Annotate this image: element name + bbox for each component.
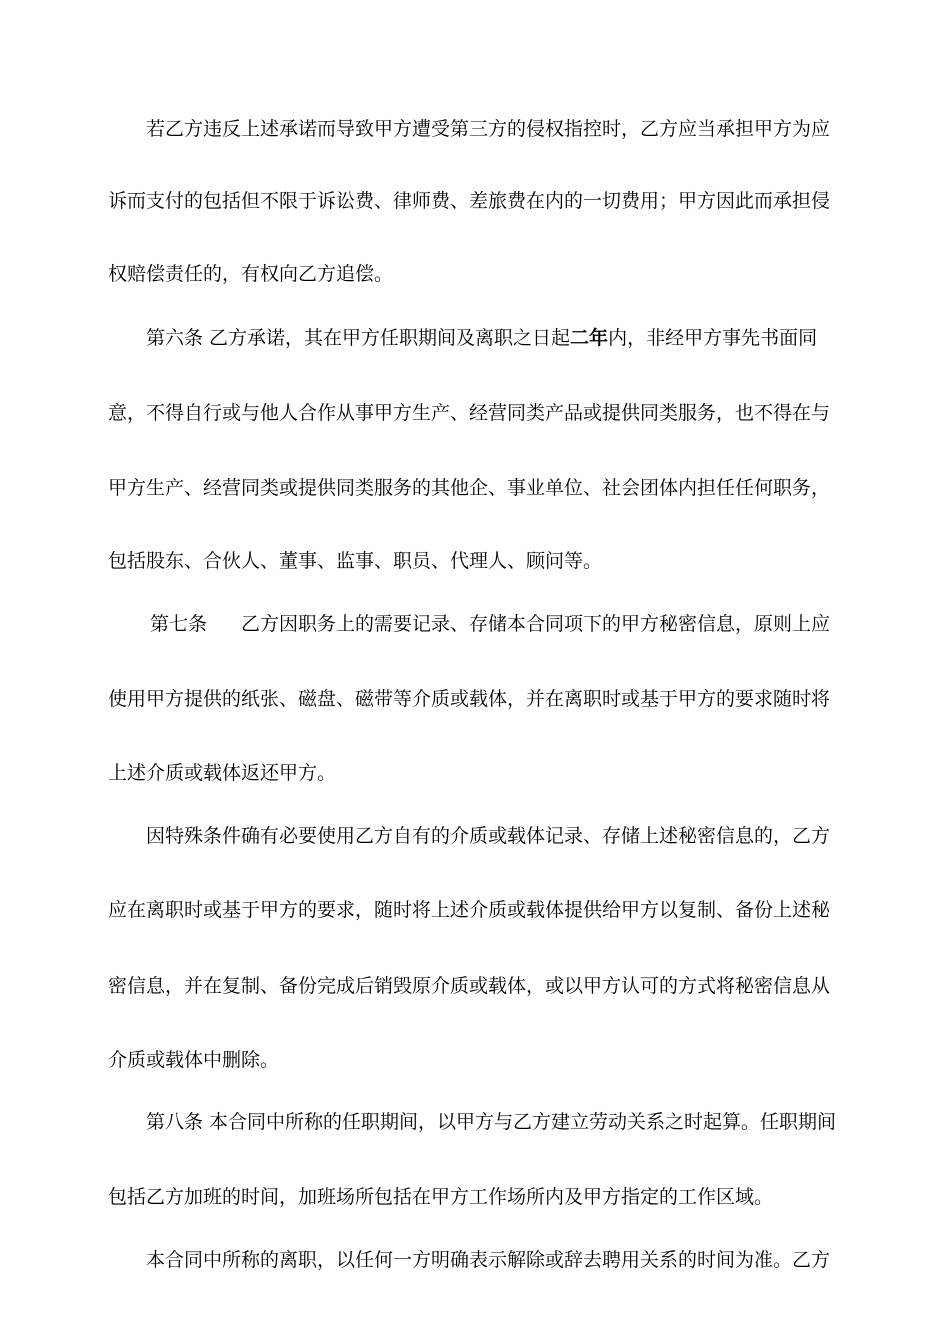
article-6-bold-term: 二年: [570, 327, 609, 349]
article-7-label: 第七条: [150, 613, 208, 635]
paragraph-6-line-1: 本合同中所称的离职，以任何一方明确表示解除或辞去聘用关系的时间为准。乙方: [146, 1249, 831, 1271]
paragraph-4-line-3: 密信息，并在复制、备份完成后销毁原介质或载体，或以甲方认可的方式将秘密信息从: [108, 975, 831, 997]
paragraph-4-line-4: 介质或载体中删除。: [108, 1049, 280, 1071]
article-6-line-4: 包括股东、合伙人、董事、监事、职员、代理人、顾问等。: [108, 550, 603, 572]
article-6-line-1: [146, 326, 848, 350]
article-6-line-3: 甲方生产、经营同类或提供同类服务的其他企、事业单位、社会团体内担任任何职务，: [108, 477, 831, 499]
paragraph-1-line-1: 若乙方违反上述承诺而导致甲方遭受第三方的侵权指控时，乙方应当承担甲方为应: [146, 118, 831, 140]
paragraph-1-line-2: 诉而支付的包括但不限于诉讼费、律师费、差旅费在内的一切费用；甲方因此而承担侵: [108, 190, 831, 212]
paragraph-4-line-2: 应在离职时或基于甲方的要求，随时将上述介质或载体提供给甲方以复制、备份上述秘: [108, 899, 831, 921]
paragraph-1-line-3: 权赔偿责任的，有权向乙方追偿。: [108, 263, 394, 285]
article-7-line-2: 使用甲方提供的纸张、磁盘、磁带等介质或载体，并在离职时或基于甲方的要求随时将: [108, 688, 831, 710]
article-6-text-before: 第六条 乙方承诺，其在甲方任职期间及离职之日起: [146, 327, 571, 349]
article-6-line-2: 意，不得自行或与他人合作从事甲方生产、经营同类产品或提供同类服务，也不得在与: [108, 402, 831, 424]
article-7-line-3: 上述介质或载体返还甲方。: [108, 762, 337, 784]
article-7-line-1: [150, 612, 848, 636]
article-8-line-2: 包括乙方加班的时间，加班场所包括在甲方工作场所内及甲方指定的工作区域。: [108, 1186, 774, 1208]
article-8-line-1: 第八条 本合同中所称的任职期间，以甲方与乙方建立劳动关系之时起算。任职期间: [146, 1111, 837, 1133]
article-6-text-after: 内，非经甲方事先书面同: [608, 327, 818, 349]
article-7-text: 乙方因职务上的需要记录、存储本合同项下的甲方秘密信息，原则上应: [241, 613, 831, 635]
paragraph-4-line-1: 因特殊条件确有必要使用乙方自有的介质或载体记录、存储上述秘密信息的，乙方: [146, 825, 831, 847]
